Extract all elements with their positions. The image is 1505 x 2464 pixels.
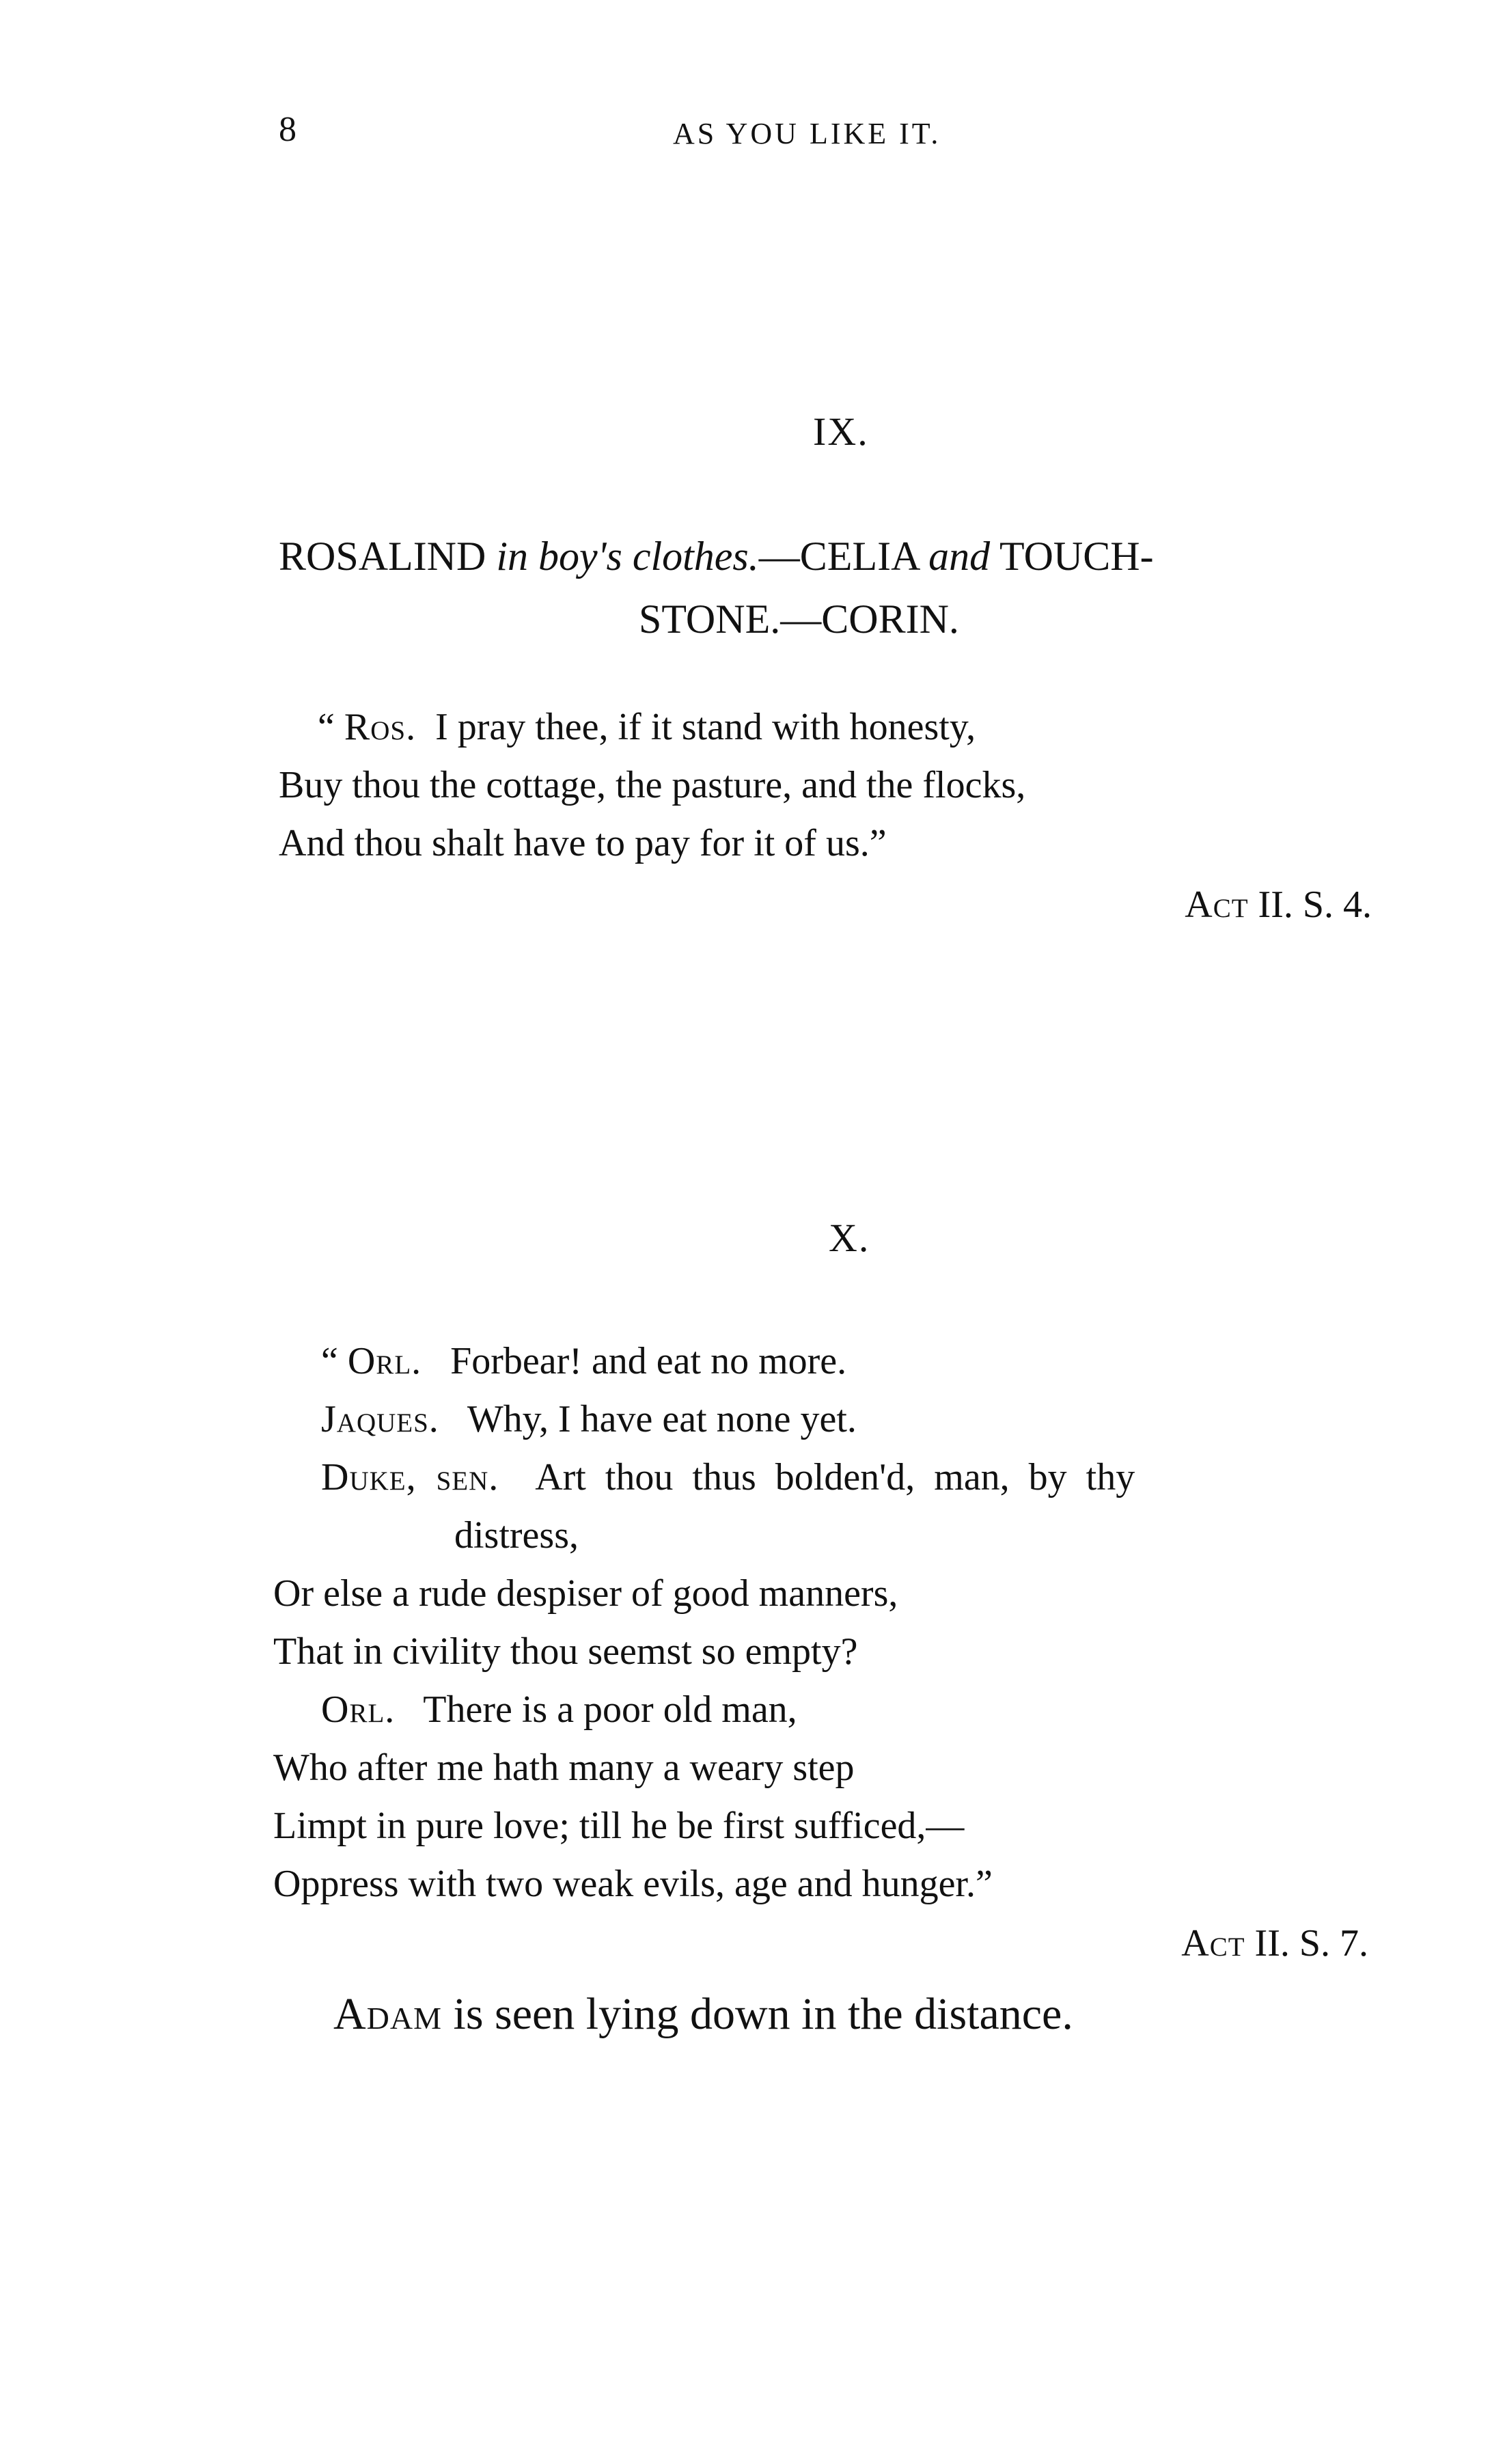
verse-line-civility: That in civility thou seemst so empty? xyxy=(273,1630,858,1673)
speech-text: Art thou thus bolden'd, man, by thy xyxy=(535,1456,1135,1498)
speech-text: Why, I have eat none yet. xyxy=(467,1398,857,1440)
stage-direction-text: is seen lying down in the distance. xyxy=(453,1989,1073,2039)
speaker-orl: Orl. xyxy=(321,1688,396,1731)
speaker-jaques: Jaques. xyxy=(321,1398,439,1440)
verse-line-limpt: Limpt in pure love; till he be first sufficed,— xyxy=(273,1805,965,1847)
section-ix-caption-line-1 xyxy=(279,533,1154,580)
act-scene: II. S. 4. xyxy=(1258,884,1372,926)
caption-touch: TOUCH- xyxy=(999,534,1154,579)
speech-text: Forbear! and eat no more. xyxy=(450,1340,847,1382)
open-quote: “ xyxy=(318,706,335,748)
speech-text: I pray thee, if it stand with honesty, xyxy=(435,706,976,748)
speech-ros-line-1 xyxy=(318,698,976,756)
running-title: AS YOU LIKE IT. xyxy=(673,117,941,150)
speaker-ros: Ros. xyxy=(344,706,417,748)
stage-direction-name: Adam xyxy=(333,1989,443,2039)
page-number: 8 xyxy=(279,110,296,149)
speech-duke xyxy=(321,1449,1135,1506)
caption-and: and xyxy=(928,534,991,579)
act-reference-ix xyxy=(1185,876,1372,933)
speech-jaques xyxy=(321,1391,857,1448)
speech-duke-continuation: distress, xyxy=(454,1514,579,1557)
act-label: Act xyxy=(1181,1922,1245,1965)
caption-rosalind: ROSALIND xyxy=(279,534,486,579)
caption-dash: — xyxy=(758,534,800,579)
speaker-orl: Orl. xyxy=(347,1340,422,1382)
open-quote: “ xyxy=(321,1340,338,1382)
speaker-duke: Duke, sen. xyxy=(321,1456,499,1498)
section-numeral-x: X. xyxy=(829,1216,870,1260)
speech-text: There is a poor old man, xyxy=(423,1688,797,1731)
caption-celia: CELIA xyxy=(799,534,919,579)
speech-orl-2 xyxy=(321,1681,797,1738)
speech-ros-line-2: Buy thou the cottage, the pasture, and the flocks, xyxy=(279,764,1026,806)
section-numeral-ix: IX. xyxy=(813,409,869,454)
section-ix-caption-line-2: STONE.—CORIN. xyxy=(639,597,959,642)
speech-ros-line-3: And thou shalt have to pay for it of us.” xyxy=(279,822,887,864)
stage-direction xyxy=(333,1988,1073,2040)
verse-line-or-else: Or else a rude despiser of good manners, xyxy=(273,1572,898,1615)
act-label: Act xyxy=(1185,884,1249,926)
verse-line-who: Who after me hath many a weary step xyxy=(273,1747,855,1789)
act-reference-x xyxy=(1181,1915,1368,1972)
speech-orl-1 xyxy=(321,1332,846,1390)
caption-in-boys-clothes: in boy's clothes. xyxy=(496,534,759,579)
verse-line-oppress: Oppress with two weak evils, age and hunger.” xyxy=(273,1863,993,1905)
act-scene: II. S. 7. xyxy=(1254,1922,1368,1965)
